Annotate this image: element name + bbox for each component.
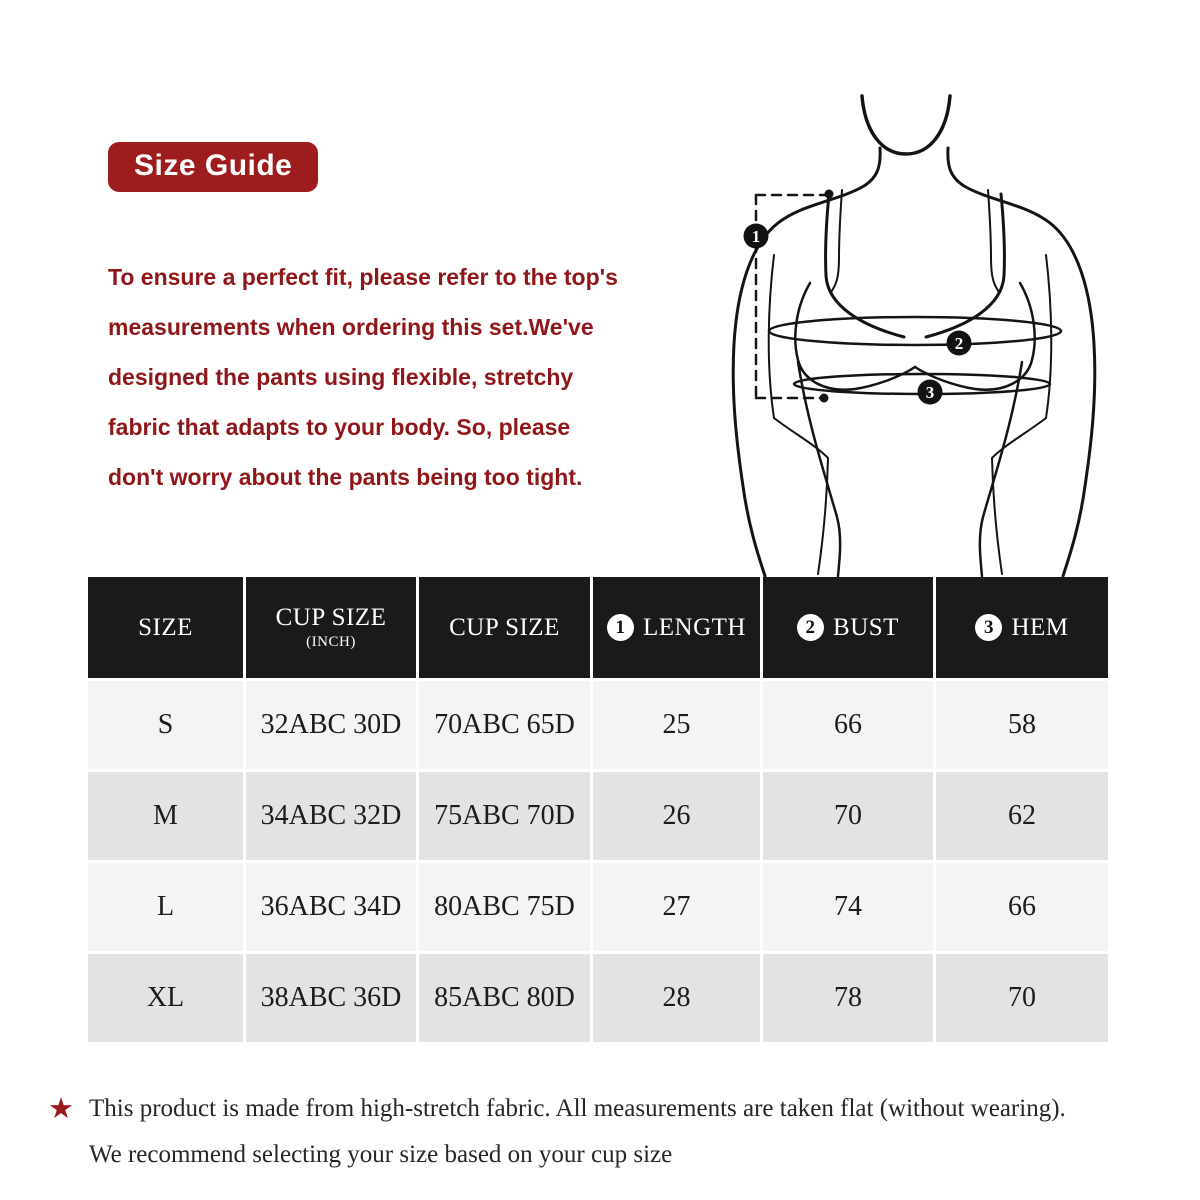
table-cell: 75ABC 70D bbox=[419, 772, 590, 860]
size-table bbox=[88, 577, 1108, 1042]
intro-line: measurements when ordering this set.We've bbox=[108, 314, 594, 340]
column-header-hem: 3 HEM bbox=[936, 577, 1108, 678]
intro-line: don't worry about the pants being too tight. bbox=[108, 464, 583, 490]
circled-2-icon: 2 bbox=[797, 614, 824, 641]
intro-line: fabric that adapts to your body. So, please bbox=[108, 414, 571, 440]
table-cell: 66 bbox=[763, 681, 933, 769]
svg-text:3: 3 bbox=[925, 383, 935, 402]
shoulder-anchor-dot bbox=[825, 190, 834, 199]
table-cell: S bbox=[88, 681, 243, 769]
footnote bbox=[48, 1086, 1168, 1178]
intro-line: designed the pants using flexible, stretchy bbox=[108, 364, 574, 390]
measurement-figure bbox=[690, 80, 1130, 577]
intro-line: To ensure a perfect fit, please refer to the top's bbox=[108, 264, 618, 290]
table-cell: 28 bbox=[593, 954, 760, 1042]
intro-text bbox=[108, 252, 708, 502]
table-cell: 34ABC 32D bbox=[246, 772, 416, 860]
table-cell: XL bbox=[88, 954, 243, 1042]
circled-3-icon: 3 bbox=[975, 614, 1002, 641]
table-cell: 70ABC 65D bbox=[419, 681, 590, 769]
body-outline-illustration bbox=[690, 80, 1130, 577]
table-cell: 36ABC 34D bbox=[246, 863, 416, 951]
table-cell: M bbox=[88, 772, 243, 860]
footnote-line-1: This product is made from high-stretch fabric. All measurements are taken flat (without wearing). bbox=[89, 1095, 1066, 1122]
table-cell: 32ABC 30D bbox=[246, 681, 416, 769]
svg-text:2: 2 bbox=[954, 334, 964, 353]
table-cell: L bbox=[88, 863, 243, 951]
hem-anchor-dot bbox=[820, 394, 829, 403]
length-measure-dashed-line bbox=[756, 195, 829, 398]
circled-1-icon: 1 bbox=[607, 614, 634, 641]
table-cell: 25 bbox=[593, 681, 760, 769]
svg-text:1: 1 bbox=[751, 227, 761, 246]
table-cell: 70 bbox=[936, 954, 1108, 1042]
size-guide-badge: Size Guide bbox=[108, 142, 318, 192]
table-cell: 70 bbox=[763, 772, 933, 860]
footnote-text bbox=[89, 1086, 1066, 1178]
column-header-length: 1 LENGTH bbox=[593, 577, 760, 678]
table-cell: 62 bbox=[936, 772, 1108, 860]
measurement-marker-1 bbox=[744, 224, 769, 249]
table-cell: 26 bbox=[593, 772, 760, 860]
column-header-size: SIZE bbox=[88, 577, 243, 678]
table-cell: 74 bbox=[763, 863, 933, 951]
table-cell: 85ABC 80D bbox=[419, 954, 590, 1042]
table-cell: 78 bbox=[763, 954, 933, 1042]
star-icon: ★ bbox=[48, 1093, 74, 1125]
table-cell: 58 bbox=[936, 681, 1108, 769]
column-header-subtext: (INCH) bbox=[306, 634, 356, 650]
column-header-cup-size-inch: CUP SIZE (INCH) bbox=[246, 577, 416, 678]
measurement-marker-2 bbox=[947, 331, 972, 356]
table-cell: 38ABC 36D bbox=[246, 954, 416, 1042]
table-cell: 66 bbox=[936, 863, 1108, 951]
table-cell: 80ABC 75D bbox=[419, 863, 590, 951]
column-header-bust: 2 BUST bbox=[763, 577, 933, 678]
table-cell: 27 bbox=[593, 863, 760, 951]
column-header-cup-size: CUP SIZE bbox=[419, 577, 590, 678]
footnote-line-2: We recommend selecting your size based on your cup size bbox=[89, 1141, 673, 1168]
measurement-marker-3 bbox=[918, 380, 943, 405]
bust-measure-ellipse bbox=[769, 317, 1061, 345]
